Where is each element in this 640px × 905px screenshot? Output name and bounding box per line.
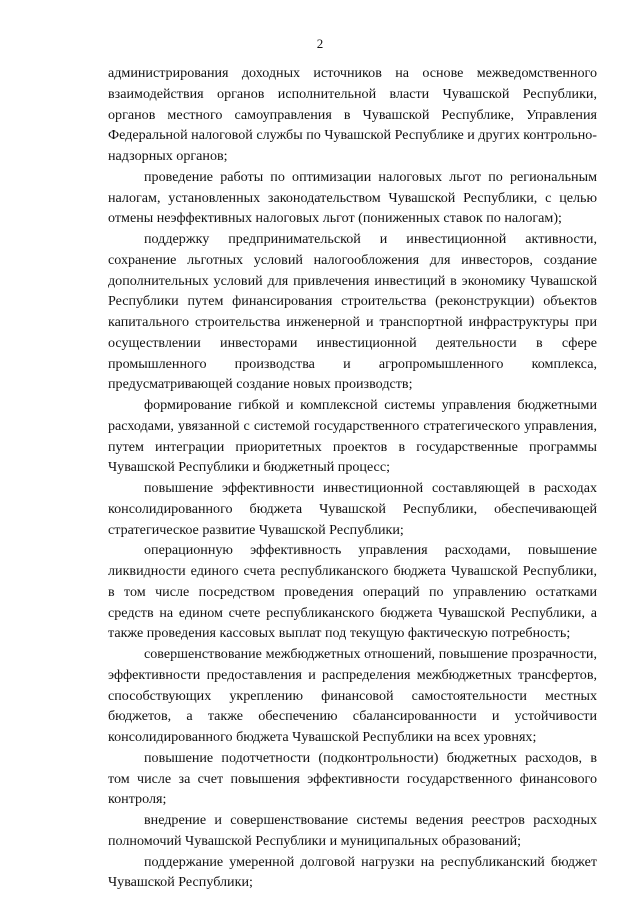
paragraph-4: формирование гибкой и комплексной системы управления бюджетными расходами, увязанной с системой государственного стратегического управления, путем интеграции приоритетных проектов в государственные программы Чувашской Республики и бюджетный процесс; [108, 397, 597, 476]
paragraph-6: операционную эффективность управления расходами, повышение ликвидности единого счета республиканского бюджета Чувашской Республики, в том числе посредством проведения операций по управлению остатками средств на едином счете республиканского бюджета Чувашской Республики, а также проведения кассовых выплат под текущую фактическую потребность; [108, 542, 597, 642]
paragraph-3: поддержку предпринимательской и инвестиционной активности, сохранение льготных условий налогообложения для инвесторов, создание дополнительных условий для привлечения инвестиций в экономику Чувашской Республики путем финансирования строительства (реконструкции) объектов капитального строительства инженерной и транспортной инфраструктуры при осуществлении инвесторами инвестиционной деятельности в сфере промышленного производства и агропромышленного комплекса, предусматривающей создание новых производств; [108, 231, 597, 393]
paragraph-5: повышение эффективности инвестиционной составляющей в расходах консолидированного бюджета Чувашской Республики, обеспечивающей стратегическое развитие Чувашской Республики; [108, 480, 597, 538]
paragraph-2: проведение работы по оптимизации налоговых льгот по региональным налогам, установленных законодательством Чувашской Республики, с целью отмены неэффективных налоговых льгот (пониженных ставок по налогам); [108, 168, 597, 227]
document-body [108, 63, 597, 893]
paragraph-9: внедрение и совершенствование системы ведения реестров расходных полномочий Чувашской Республики и муниципальных образований; [108, 812, 597, 849]
paragraph-7: совершенствование межбюджетных отношений, повышение прозрачности, эффективности предоставления и распределения межбюджетных трансфертов, способствующих укреплению финансовой самостоятельности местных бюджетов, а также обеспечению сбалансированности и устойчивости консолидированного бюджета Чувашской Республики на всех уровнях; [108, 646, 597, 745]
paragraph-1: администрирования доходных источников на основе межведомственного взаимодействия органов исполнительной власти Чувашской Республики, органов местного самоуправления в Чувашской Республике, Управления Федеральной налоговой службы по Чувашской Республике и других контрольно-надзорных органов; [108, 65, 597, 164]
paragraph-10: поддержание умеренной долговой нагрузки на республиканский бюджет Чувашской Республики; [108, 853, 597, 891]
paragraph-8: повышение подотчетности (подконтрольности) бюджетных расходов, в том числе за счет повышения эффективности государственного финансового контроля; [108, 749, 597, 808]
page-number: 2 [316, 36, 324, 51]
